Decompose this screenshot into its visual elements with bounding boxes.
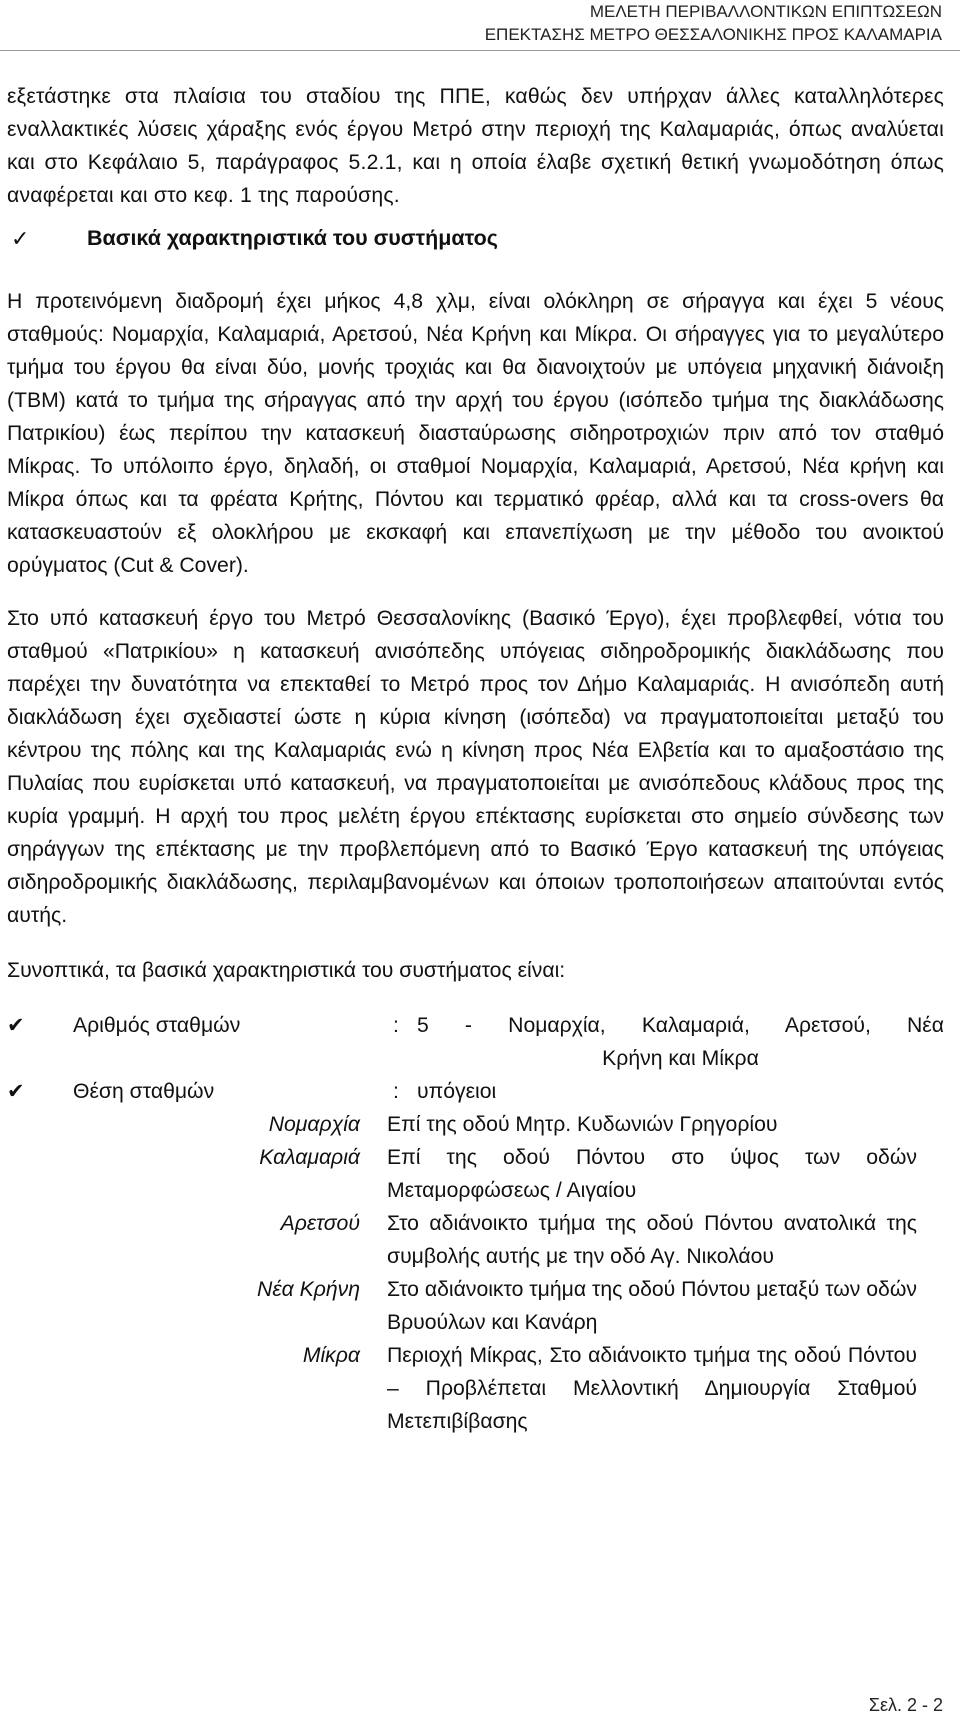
intro-paragraph: εξετάστηκε στα πλαίσια του σταδίου της ΠΠΕ, καθώς δεν υπήρχαν άλλες καταλληλότερες εναλλακτικές λύσεις χάραξης ενός έργου Μετρό στην περιοχή της Καλαμαριάς, όπως αναλύεται και στο Κεφάλαιο 5, παράγραφος 5.2.1, και η οποία έλαβε σχετική θετική γνωμοδότηση όπως αναφέρεται και στο κεφ. 1 της παρούσης.: [7, 85, 944, 207]
page-number: Σελ. 2 - 2: [868, 1695, 943, 1715]
station-name: Καλαμαριά: [259, 1146, 360, 1169]
paragraph-route-description: Η προτεινόμενη διαδρομή έχει μήκος 4,8 χλμ, είναι ολόκληρη σε σήραγγα και έχει 5 νέους σταθμούς: Νομαρχία, Καλαμαριά, Αρετσού, Νέα Κρήνη και Μίκρα. Οι σήραγγες για το μεγαλύτερο τμήμα του έργου θα είναι δύο, μονής τροχιάς και θα διανοιχτούν με υπόγεια μηχανική διάνοιξη (TBM) κατά το τμήμα της σήραγγας από την αρχή του έργου (ισόπεδο τμήμα της διακλάδωσης Πατρικίου) έως περίπου την κατασκευή διασταύρωσης σιδηροτροχιών πριν από τον σταθμό Μίκρας. Το υπόλοιπο έργο, δηλαδή, οι σταθμοί Νομαρχία, Καλαμαριά, Αρετσού, Νέα κρήνη και Μίκρα όπως και τα φρέατα Κρήτης, Πόντου και τερματικό φρέαρ, αλλά και τα cross-overs θα κατασκευαστούν εξ ολοκλήρου με εκσκαφή και επανεπίχωση με την μέθοδο του ανοικτού ορύγματος (Cut & Cover).: [7, 290, 944, 577]
station-name: Νομαρχία: [268, 1113, 360, 1136]
section-title: Βασικά χαρακτηριστικά του συστήματος: [87, 225, 498, 250]
spec-value-line-1: 5 - Νομαρχία, Καλαμαριά, Αρετσού, Νέα: [417, 1014, 944, 1037]
spec-label: Αριθμός σταθμών: [73, 1014, 241, 1037]
header-line-2: ΕΠΕΚΤΑΣΗΣ ΜΕΤΡΟ ΘΕΣΣΑΛΟΝΙΚΗΣ ΠΡΟΣ ΚΑΛΑΜΑΡΙΑ: [484, 25, 942, 44]
spec-value: υπόγειοι: [417, 1080, 497, 1103]
spec-row-station-count: [7, 1009, 944, 1075]
station-row: [7, 1108, 944, 1141]
checkmark-bullet-icon: ✔: [7, 1014, 25, 1037]
station-description: Επί της οδού Πόντου στο ύψος των οδών Μεταμορφώσεως / Αιγαίου: [387, 1146, 917, 1202]
checkmark-bullet-icon: ✔: [7, 1080, 25, 1103]
spec-label: Θέση σταθμών: [73, 1080, 215, 1103]
station-name: Νέα Κρήνη: [257, 1278, 360, 1301]
section-heading: [7, 216, 944, 260]
station-name: Μίκρα: [302, 1344, 360, 1367]
station-row: [7, 1273, 944, 1339]
station-description: Περιοχή Μίκρας, Στο αδιάνοικτο τμήμα της οδού Πόντου – Προβλέπεται Μελλοντική Δημιουργία Σταθμού Μετεπιβίβασης: [387, 1344, 917, 1433]
header-line-1: ΜΕΛΕΤΗ ΠΕΡΙΒΑΛΛΟΝΤΙΚΩΝ ΕΠΙΠΤΩΣΕΩΝ: [589, 2, 942, 21]
summary-intro: Συνοπτικά, τα βασικά χαρακτηριστικά του συστήματος είναι:: [7, 959, 566, 982]
spec-colon: :: [393, 1014, 399, 1037]
paragraph-junction-description: Στο υπό κατασκευή έργο του Μετρό Θεσσαλονίκης (Βασικό Έργο), έχει προβλεφθεί, νότια του σταθμού «Πατρικίου» η κατασκευή ανισόπεδης υπόγειας σιδηροδρομικής διακλάδωσης που παρέχει την δυνατότητα να επεκταθεί το Μετρό προς τον Δήμο Καλαμαριάς. Η ανισόπεδη αυτή διακλάδωση έχει σχεδιαστεί ώστε η κύρια κίνηση (ισόπεδα) να πραγματοποιείται μεταξύ του κέντρου της πόλης και της Καλαμαριάς ενώ η κίνηση προς Νέα Ελβετία και το αμαξοστάσιο της Πυλαίας που ευρίσκεται υπό κατασκευή, να πραγματοποιείται με ανισόπεδους κλάδους προς της κυρία γραμμή. Η αρχή του προς μελέτη έργου επέκτασης ευρίσκεται στο σημείο σύνδεσης των σηράγγων της επέκτασης με την προβλεπόμενη από το Βασικό Έργο κατασκευή της υπόγειας σιδηροδρομικής διακλάδωσης, περιλαμβανομένων και όποιων τροποποιήσεων απαιτούνται εντός αυτής.: [7, 607, 944, 927]
spec-colon: :: [393, 1080, 399, 1103]
header-divider: [0, 50, 960, 51]
check-mark-icon: ✓: [11, 225, 30, 251]
station-row: [7, 1339, 944, 1438]
station-row: [7, 1141, 944, 1207]
station-row: [7, 1207, 944, 1273]
document-header: [485, 0, 942, 46]
station-description: Στο αδιάνοικτο τμήμα της οδού Πόντου μεταξύ των οδών Βρυούλων και Κανάρη: [387, 1278, 917, 1334]
station-name: Αρετσού: [280, 1212, 360, 1235]
station-description: Επί της οδού Μητρ. Κυδωνιών Γρηγορίου: [387, 1113, 778, 1136]
station-description: Στο αδιάνοικτο τμήμα της οδού Πόντου ανατολικά της συμβολής αυτής με την οδό Αγ. Νικολάου: [387, 1212, 917, 1268]
spec-value-line-2: Κρήνη και Μίκρα: [602, 1047, 759, 1070]
page-body: [7, 80, 944, 1438]
spec-row-station-position: [7, 1075, 944, 1108]
spec-value: [417, 1009, 944, 1075]
